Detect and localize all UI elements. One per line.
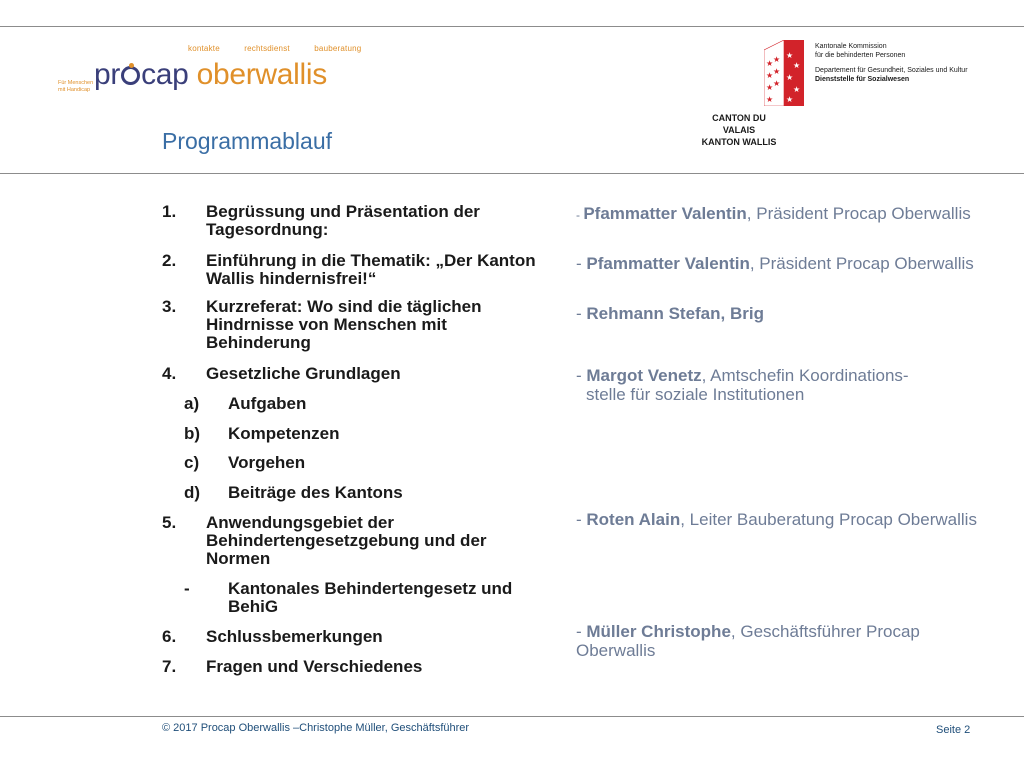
tag-kontakte: kontakte bbox=[188, 44, 220, 53]
speaker-dash: - bbox=[576, 366, 587, 385]
footer-copyright: © 2017 Procap Oberwallis –Christophe Müller, Geschäftsführer bbox=[162, 722, 470, 734]
svg-text:★: ★ bbox=[793, 85, 801, 94]
item-number: 5. bbox=[162, 513, 177, 532]
item-number: - bbox=[184, 579, 190, 598]
item-text: Vorgehen bbox=[228, 453, 306, 472]
tag-rechtsdienst: rechtsdienst bbox=[244, 44, 290, 53]
speaker-role: , Amtschefin Koordinations- bbox=[701, 366, 909, 385]
item-text: Aufgaben bbox=[228, 394, 307, 413]
canton-name-fr: CANTON DU VALAIS bbox=[712, 113, 766, 135]
speaker-5 bbox=[576, 510, 996, 529]
speaker-4 bbox=[576, 366, 996, 404]
speaker-role: , Präsident Procap Oberwallis bbox=[749, 254, 974, 273]
speaker-name: Pfammatter Valentin bbox=[586, 254, 750, 273]
speaker-dash: - bbox=[576, 304, 587, 323]
item-number: d) bbox=[184, 483, 201, 502]
canton-department-text bbox=[815, 42, 985, 84]
procap-logo bbox=[52, 40, 360, 112]
item-number: 6. bbox=[162, 627, 177, 646]
item-number: 2. bbox=[162, 251, 177, 270]
procap-side-text: Für Menschen mit Handicap bbox=[58, 80, 94, 93]
commission-line1: Kantonale Kommission bbox=[815, 43, 887, 50]
speaker-2 bbox=[576, 254, 996, 273]
svg-text:★: ★ bbox=[766, 95, 774, 104]
commission-line2: für die behinderten Personen bbox=[815, 52, 906, 59]
speaker-role: , Präsident Procap Oberwallis bbox=[746, 204, 971, 223]
speaker-dash: - bbox=[576, 254, 587, 273]
item-number: b) bbox=[184, 424, 201, 443]
svg-text:★: ★ bbox=[773, 55, 781, 64]
item-text: Schlussbemerkungen bbox=[206, 627, 383, 646]
item-text: Kantonales Behindertengesetz und BehiG bbox=[228, 579, 513, 616]
speaker-dash: - bbox=[576, 622, 587, 641]
tag-bauberatung: bauberatung bbox=[314, 44, 362, 53]
svg-text:★: ★ bbox=[766, 83, 774, 92]
wordmark-o-icon bbox=[121, 66, 140, 85]
item-text: Kurzreferat: Wo sind die täglichen Hindrnisse von Menschen mit Behinderung bbox=[206, 297, 482, 352]
item-number: 1. bbox=[162, 202, 177, 221]
wordmark-oberwallis: oberwallis bbox=[196, 58, 327, 91]
speaker-role: , Geschäftsführer Procap Oberwallis bbox=[576, 622, 920, 660]
svg-text:★: ★ bbox=[786, 51, 794, 60]
canton-name bbox=[697, 112, 781, 148]
item-text: Gesetzliche Grundlagen bbox=[206, 364, 401, 383]
header-rule bbox=[0, 173, 1024, 174]
svg-text:★: ★ bbox=[786, 95, 794, 104]
procap-tagline bbox=[188, 44, 383, 53]
speaker-role-line2: stelle für soziale Institutionen bbox=[586, 385, 805, 404]
speaker-name: Margot Venetz bbox=[586, 366, 702, 385]
wordmark-cap: cap bbox=[141, 58, 189, 91]
department-line: Departement für Gesundheit, Soziales und Kultur bbox=[815, 67, 968, 74]
canton-name-de: KANTON WALLIS bbox=[701, 137, 777, 147]
speaker-dash: - bbox=[576, 208, 584, 222]
speaker-6 bbox=[576, 622, 996, 660]
item-text: Kompetenzen bbox=[228, 424, 340, 443]
svg-text:★: ★ bbox=[786, 73, 794, 82]
svg-text:★: ★ bbox=[766, 71, 774, 80]
top-rule bbox=[0, 26, 1024, 27]
speaker-name: Müller Christophe bbox=[586, 622, 731, 641]
footer-rule bbox=[0, 716, 1024, 717]
speaker-1 bbox=[576, 204, 996, 225]
slide-title: Programmablauf bbox=[162, 128, 333, 154]
speaker-dash: - bbox=[576, 510, 587, 529]
svg-text:★: ★ bbox=[773, 67, 781, 76]
speaker-3 bbox=[576, 304, 996, 323]
procap-wordmark bbox=[94, 58, 327, 92]
item-text: Einführung in die Thematik: „Der Kanton Wallis hindernisfrei!“ bbox=[206, 251, 536, 288]
service-line: Dienststelle für Sozialwesen bbox=[815, 76, 910, 83]
svg-text:★: ★ bbox=[766, 59, 774, 68]
item-number: a) bbox=[184, 394, 200, 413]
item-text: Anwendungsgebiet der Behindertengesetzgebung und der Normen bbox=[206, 513, 487, 568]
speaker-name: Rehmann Stefan, Brig bbox=[586, 304, 764, 323]
item-number: c) bbox=[184, 453, 200, 472]
svg-text:★: ★ bbox=[773, 79, 781, 88]
speaker-name: Pfammatter Valentin bbox=[583, 204, 747, 223]
item-text: Beiträge des Kantons bbox=[228, 483, 403, 502]
wordmark-pr: pr bbox=[94, 58, 121, 91]
item-text: Fragen und Verschiedenes bbox=[206, 657, 423, 676]
speaker-name: Roten Alain bbox=[586, 510, 681, 529]
item-number: 4. bbox=[162, 364, 177, 383]
item-number: 3. bbox=[162, 297, 177, 316]
svg-text:★: ★ bbox=[793, 61, 801, 70]
item-text: Begrüssung und Präsentation der Tagesordnung: bbox=[206, 202, 480, 239]
canton-flag-icon bbox=[764, 40, 804, 106]
speaker-role: , Leiter Bauberatung Procap Oberwallis bbox=[680, 510, 977, 529]
footer-page-number: Seite 2 bbox=[936, 724, 971, 736]
item-number: 7. bbox=[162, 657, 177, 676]
